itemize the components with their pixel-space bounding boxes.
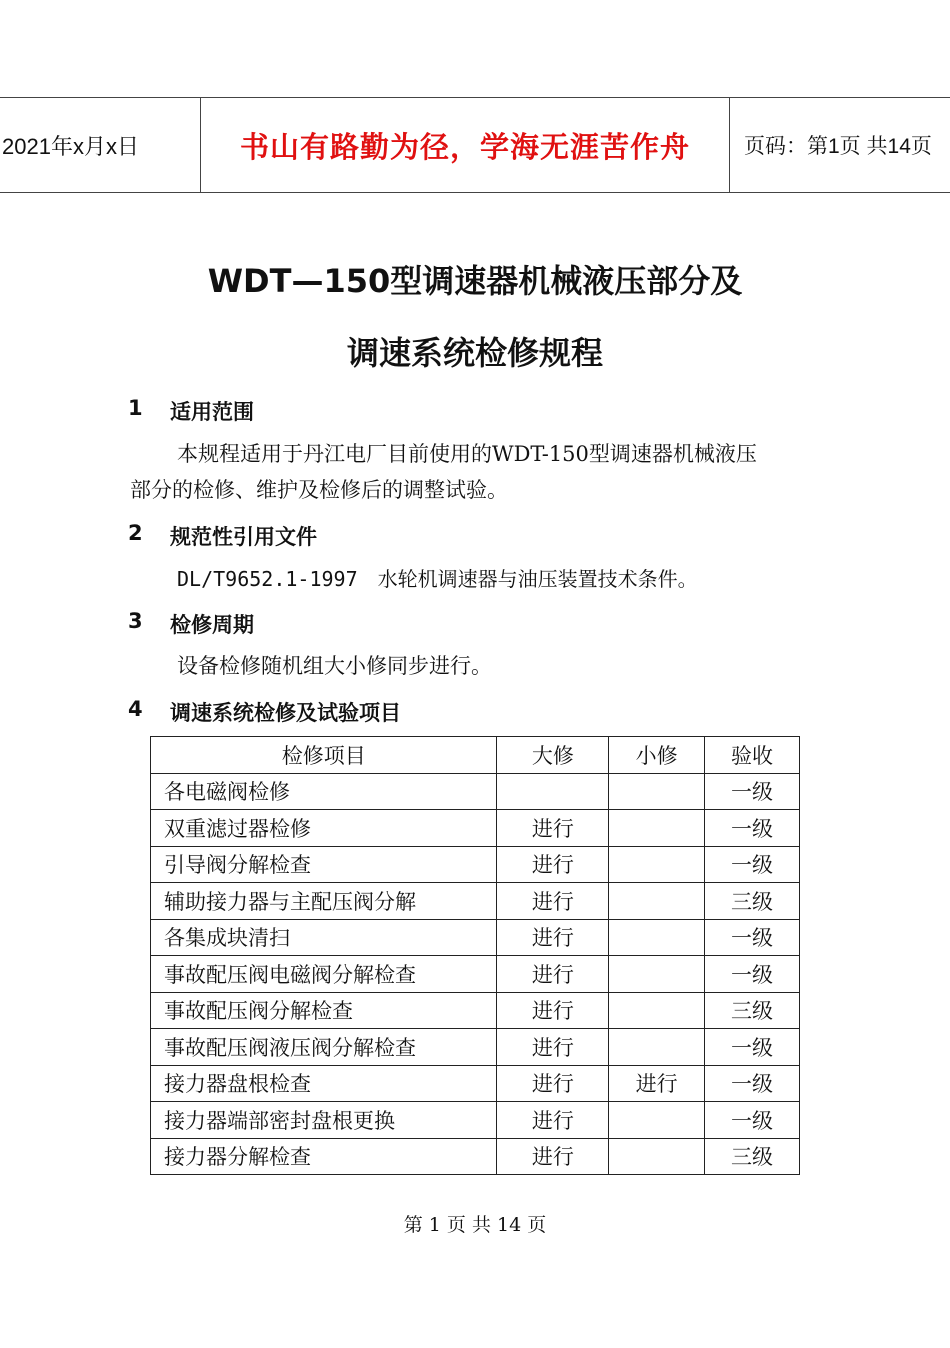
document-title-line2: 调速系统检修规程 [346,334,603,372]
section-3-text: 设备检修随机组大小修同步进行。 [177,654,492,678]
table-row [151,1138,800,1175]
header-acceptance: 验收 [705,737,800,774]
section-heading-3 [128,609,254,639]
table-row [151,992,800,1029]
cell-item: 双重滤过器检修 [151,810,497,847]
cell-minor [609,956,705,993]
cell-major [497,773,609,810]
cell-acceptance: 一级 [705,919,800,956]
cell-item: 接力器盘根检查 [151,1065,497,1102]
cell-major: 进行 [497,992,609,1029]
document-title-line1: WDT—150型调速器机械液压部分及 [207,262,743,300]
cell-minor [609,1138,705,1175]
cell-major: 进行 [497,1138,609,1175]
table-row [151,1065,800,1102]
cell-item: 各电磁阀检修 [151,773,497,810]
cell-major: 进行 [497,883,609,920]
cell-acceptance: 一级 [705,1029,800,1066]
cell-acceptance: 三级 [705,992,800,1029]
section-title: 检修周期 [170,613,254,637]
header-item: 检修项目 [151,737,497,774]
cell-item: 事故配压阀分解检查 [151,992,497,1029]
section-1-text-line2: 部分的检修、维护及检修后的调整试验。 [130,478,508,502]
section-heading-2 [128,521,317,551]
cell-acceptance: 一级 [705,1102,800,1139]
section-title: 规范性引用文件 [170,525,317,549]
cell-acceptance: 一级 [705,1065,800,1102]
cell-major: 进行 [497,1029,609,1066]
cell-minor [609,883,705,920]
cell-major: 进行 [497,1102,609,1139]
header-minor-overhaul: 小修 [609,737,705,774]
section-number: 4 [128,697,143,721]
cell-item: 事故配压阀液压阀分解检查 [151,1029,497,1066]
cell-major: 进行 [497,919,609,956]
table-row [151,846,800,883]
cell-minor [609,919,705,956]
section-1-text-line1: 本规程适用于丹江电厂目前使用的WDT-150型调速器机械液压 [177,442,757,466]
cell-minor [609,1029,705,1066]
table-row [151,1102,800,1139]
page-footer: 第 1 页 共 14 页 [403,1214,547,1236]
cell-major: 进行 [497,810,609,847]
cell-acceptance: 一级 [705,956,800,993]
section-heading-4 [128,697,401,727]
cell-minor [609,773,705,810]
header-page-number: 页码：第1页 共14页 [744,135,932,158]
header-date: 2021年x月x日 [2,133,139,159]
page-header [0,97,950,193]
cell-item: 各集成块清扫 [151,919,497,956]
cell-item: 事故配压阀电磁阀分解检查 [151,956,497,993]
section-title: 适用范围 [170,400,254,424]
header-slogan: 书山有路勤为径，学海无涯苦作舟 [200,98,730,192]
table-row [151,1029,800,1066]
cell-major: 进行 [497,1065,609,1102]
table-row [151,883,800,920]
cell-acceptance: 一级 [705,846,800,883]
table-row [151,773,800,810]
inspection-items-table [150,736,800,1175]
cell-item: 接力器端部密封盘根更换 [151,1102,497,1139]
cell-acceptance: 三级 [705,883,800,920]
section-title: 调速系统检修及试验项目 [170,701,401,725]
table-row [151,810,800,847]
cell-minor [609,810,705,847]
header-major-overhaul: 大修 [497,737,609,774]
cell-major: 进行 [497,846,609,883]
cell-acceptance: 三级 [705,1138,800,1175]
section-number: 3 [128,609,143,633]
section-number: 2 [128,521,143,545]
cell-item: 辅助接力器与主配压阀分解 [151,883,497,920]
cell-minor [609,846,705,883]
table-row [151,919,800,956]
cell-minor [609,1102,705,1139]
section-2-text: DL/T9652.1-1997 水轮机调速器与油压装置技术条件。 [177,567,698,591]
table-header-row [151,737,800,774]
cell-minor: 进行 [609,1065,705,1102]
cell-major: 进行 [497,956,609,993]
section-heading-1 [128,396,254,426]
section-number: 1 [128,396,143,420]
cell-item: 引导阀分解检查 [151,846,497,883]
cell-minor [609,992,705,1029]
cell-acceptance: 一级 [705,773,800,810]
cell-acceptance: 一级 [705,810,800,847]
cell-item: 接力器分解检查 [151,1138,497,1175]
table-row [151,956,800,993]
